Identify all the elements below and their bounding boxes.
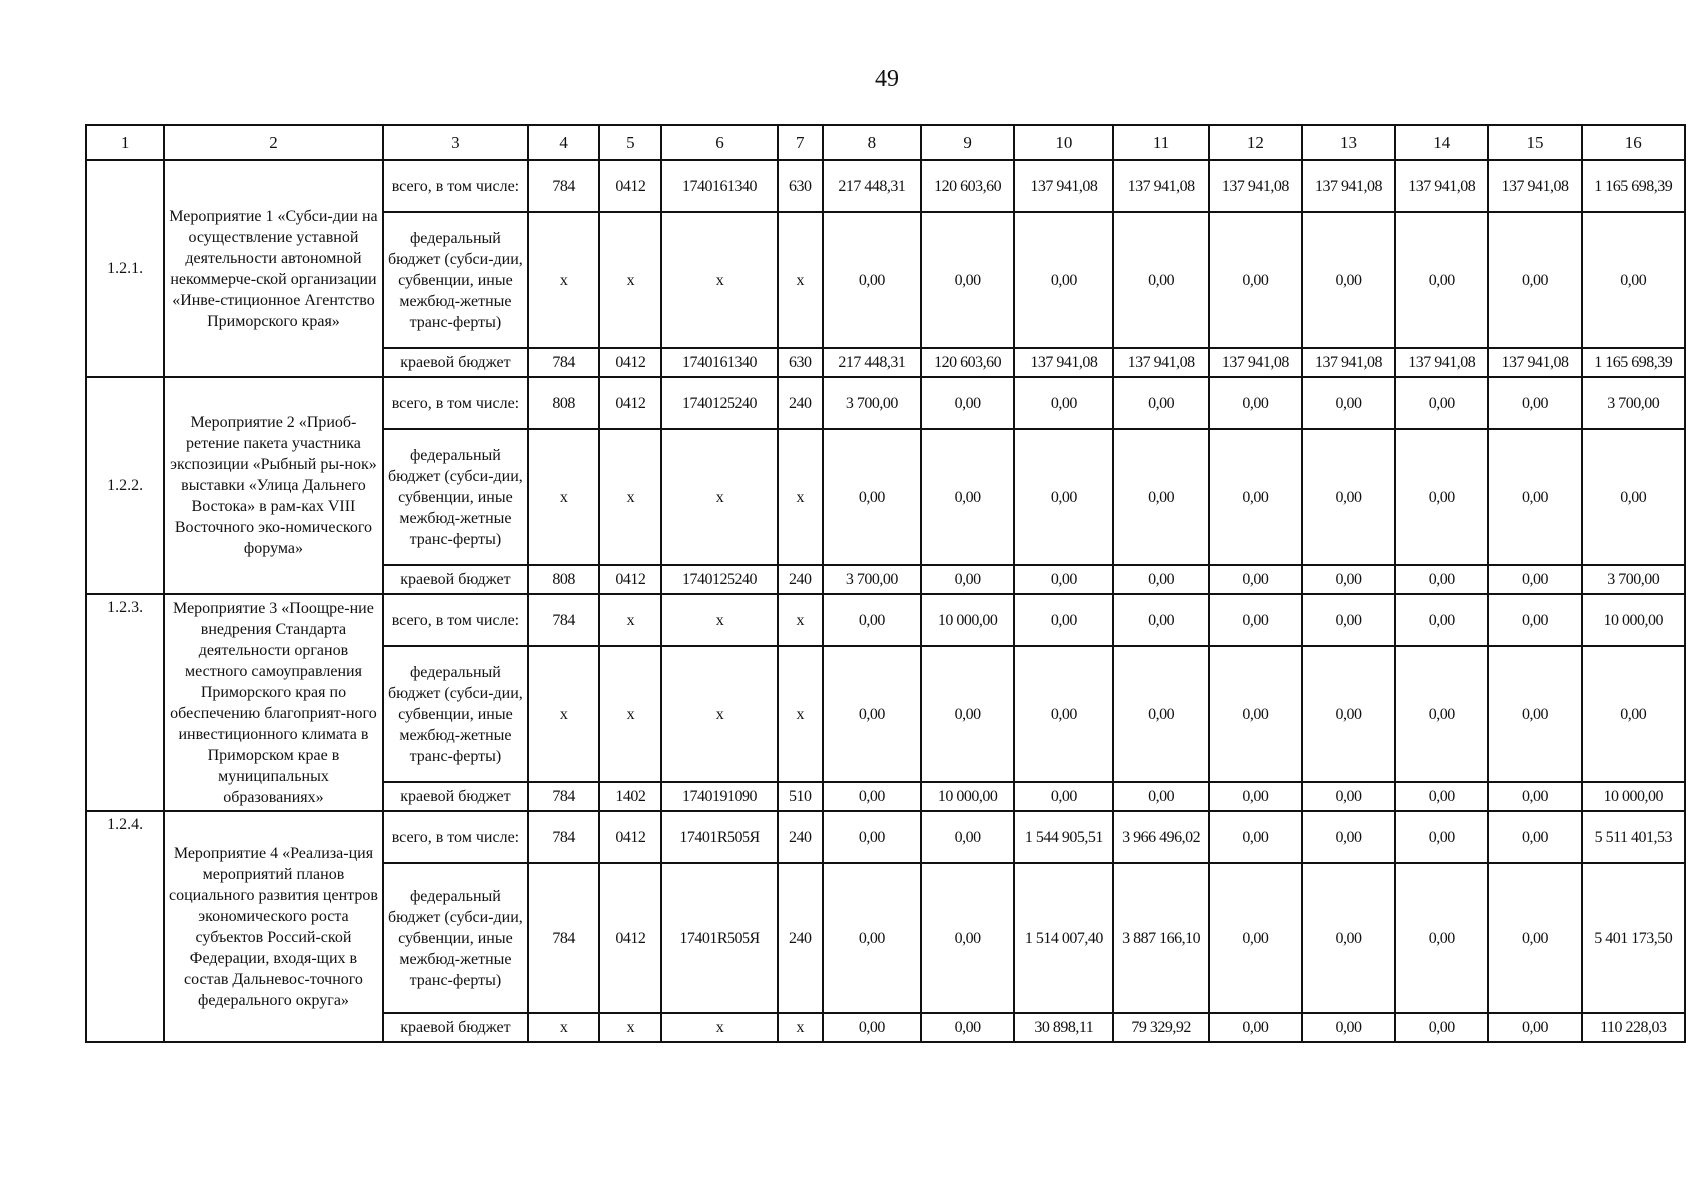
funding-source: краевой бюджет (383, 565, 528, 594)
value-cell-c11: 79 329,92 (1113, 1013, 1208, 1042)
value-cell-c4: 784 (528, 594, 599, 646)
value-cell-c5: 1402 (599, 782, 661, 811)
value-cell-c14: 0,00 (1395, 212, 1488, 348)
value-cell-c13: 0,00 (1302, 429, 1395, 565)
value-cell-c12: 137 941,08 (1209, 160, 1302, 212)
value-cell-c11: 0,00 (1113, 377, 1208, 429)
value-cell-c4: 784 (528, 782, 599, 811)
value-cell-c11: 0,00 (1113, 782, 1208, 811)
value-cell-c16: 1 165 698,39 (1582, 348, 1685, 377)
value-cell-c12: 0,00 (1209, 646, 1302, 782)
value-cell-c5: х (599, 594, 661, 646)
column-header: 13 (1302, 125, 1395, 160)
value-cell-c8: 0,00 (823, 646, 921, 782)
value-cell-c10: 0,00 (1014, 377, 1113, 429)
measure-index: 1.2.1. (86, 160, 164, 377)
value-cell-c10: 0,00 (1014, 565, 1113, 594)
value-cell-c4: 784 (528, 811, 599, 863)
funding-source: всего, в том числе: (383, 594, 528, 646)
value-cell-c8: 217 448,31 (823, 348, 921, 377)
funding-source: краевой бюджет (383, 348, 528, 377)
value-cell-c12: 0,00 (1209, 1013, 1302, 1042)
value-cell-c6: х (661, 429, 777, 565)
value-cell-c11: 137 941,08 (1113, 348, 1208, 377)
value-cell-c7: 240 (778, 863, 823, 1013)
value-cell-c15: 0,00 (1488, 646, 1581, 782)
value-cell-c9: 10 000,00 (921, 594, 1014, 646)
value-cell-c5: 0412 (599, 160, 661, 212)
value-cell-c10: 1 544 905,51 (1014, 811, 1113, 863)
measure-index: 1.2.2. (86, 377, 164, 594)
value-cell-c4: 808 (528, 565, 599, 594)
value-cell-c12: 0,00 (1209, 594, 1302, 646)
value-cell-c16: 0,00 (1582, 646, 1685, 782)
value-cell-c11: 137 941,08 (1113, 160, 1208, 212)
value-cell-c13: 0,00 (1302, 646, 1395, 782)
value-cell-c15: 0,00 (1488, 782, 1581, 811)
value-cell-c15: 137 941,08 (1488, 348, 1581, 377)
column-header: 12 (1209, 125, 1302, 160)
funding-source: всего, в том числе: (383, 160, 528, 212)
column-header: 2 (164, 125, 383, 160)
value-cell-c6: 17401R505Я (661, 863, 777, 1013)
value-cell-c14: 0,00 (1395, 811, 1488, 863)
value-cell-c11: 0,00 (1113, 212, 1208, 348)
measure-name: Мероприятие 3 «Поощре-ние внедрения Стандарта деятельности органов местного самоуправления Приморского края по обеспечению благоприят-ного инвестиционного климата в Приморском крае в муниципальных образованиях» (164, 594, 383, 811)
value-cell-c5: 0412 (599, 348, 661, 377)
value-cell-c5: х (599, 646, 661, 782)
value-cell-c8: 0,00 (823, 782, 921, 811)
value-cell-c12: 0,00 (1209, 782, 1302, 811)
value-cell-c6: х (661, 212, 777, 348)
column-header: 4 (528, 125, 599, 160)
value-cell-c8: 217 448,31 (823, 160, 921, 212)
column-header: 1 (86, 125, 164, 160)
value-cell-c8: 0,00 (823, 212, 921, 348)
value-cell-c14: 0,00 (1395, 646, 1488, 782)
value-cell-c5: 0412 (599, 377, 661, 429)
value-cell-c12: 0,00 (1209, 811, 1302, 863)
value-cell-c12: 137 941,08 (1209, 348, 1302, 377)
value-cell-c6: 1740125240 (661, 377, 777, 429)
value-cell-c6: 1740161340 (661, 348, 777, 377)
value-cell-c7: х (778, 594, 823, 646)
value-cell-c16: 0,00 (1582, 212, 1685, 348)
value-cell-c11: 0,00 (1113, 594, 1208, 646)
value-cell-c12: 0,00 (1209, 565, 1302, 594)
value-cell-c14: 0,00 (1395, 429, 1488, 565)
value-cell-c16: 3 700,00 (1582, 565, 1685, 594)
value-cell-c14: 0,00 (1395, 863, 1488, 1013)
value-cell-c7: 630 (778, 348, 823, 377)
value-cell-c5: 0412 (599, 863, 661, 1013)
value-cell-c7: 510 (778, 782, 823, 811)
column-header: 8 (823, 125, 921, 160)
table-row (86, 594, 1685, 646)
value-cell-c15: 0,00 (1488, 212, 1581, 348)
value-cell-c9: 0,00 (921, 377, 1014, 429)
value-cell-c13: 0,00 (1302, 782, 1395, 811)
value-cell-c7: х (778, 1013, 823, 1042)
value-cell-c4: х (528, 1013, 599, 1042)
column-header: 5 (599, 125, 661, 160)
funding-source: краевой бюджет (383, 1013, 528, 1042)
column-header: 15 (1488, 125, 1581, 160)
value-cell-c16: 0,00 (1582, 429, 1685, 565)
value-cell-c14: 137 941,08 (1395, 160, 1488, 212)
funding-source: федеральный бюджет (субси-дии, субвенции, иные межбюд-жетные транс-ферты) (383, 646, 528, 782)
value-cell-c15: 0,00 (1488, 565, 1581, 594)
value-cell-c9: 0,00 (921, 565, 1014, 594)
column-header: 10 (1014, 125, 1113, 160)
measure-name: Мероприятие 1 «Субси-дии на осуществление уставной деятельности автономной некоммерче-ской организации «Инве-стиционное Агентство Приморского края» (164, 160, 383, 377)
value-cell-c8: 0,00 (823, 811, 921, 863)
value-cell-c16: 5 401 173,50 (1582, 863, 1685, 1013)
page-number: 49 (875, 66, 899, 92)
column-header: 7 (778, 125, 823, 160)
value-cell-c10: 0,00 (1014, 212, 1113, 348)
value-cell-c10: 0,00 (1014, 429, 1113, 565)
value-cell-c12: 0,00 (1209, 212, 1302, 348)
value-cell-c11: 0,00 (1113, 565, 1208, 594)
column-header: 16 (1582, 125, 1685, 160)
value-cell-c10: 137 941,08 (1014, 160, 1113, 212)
value-cell-c6: 1740161340 (661, 160, 777, 212)
value-cell-c8: 0,00 (823, 594, 921, 646)
value-cell-c6: х (661, 594, 777, 646)
value-cell-c4: 784 (528, 348, 599, 377)
value-cell-c6: х (661, 646, 777, 782)
value-cell-c5: х (599, 429, 661, 565)
value-cell-c13: 137 941,08 (1302, 348, 1395, 377)
value-cell-c6: 17401R505Я (661, 811, 777, 863)
value-cell-c7: 630 (778, 160, 823, 212)
value-cell-c11: 0,00 (1113, 429, 1208, 565)
value-cell-c15: 0,00 (1488, 429, 1581, 565)
funding-source: всего, в том числе: (383, 377, 528, 429)
value-cell-c9: 0,00 (921, 429, 1014, 565)
column-header: 9 (921, 125, 1014, 160)
value-cell-c9: 0,00 (921, 863, 1014, 1013)
value-cell-c4: 784 (528, 160, 599, 212)
table-row (86, 377, 1685, 429)
value-cell-c7: 240 (778, 377, 823, 429)
value-cell-c11: 0,00 (1113, 646, 1208, 782)
value-cell-c13: 0,00 (1302, 212, 1395, 348)
value-cell-c6: 1740125240 (661, 565, 777, 594)
value-cell-c8: 3 700,00 (823, 565, 921, 594)
value-cell-c15: 0,00 (1488, 811, 1581, 863)
value-cell-c15: 0,00 (1488, 377, 1581, 429)
value-cell-c9: 0,00 (921, 1013, 1014, 1042)
value-cell-c9: 120 603,60 (921, 160, 1014, 212)
value-cell-c13: 0,00 (1302, 565, 1395, 594)
value-cell-c7: х (778, 646, 823, 782)
table-row (86, 160, 1685, 212)
value-cell-c14: 0,00 (1395, 1013, 1488, 1042)
value-cell-c6: х (661, 1013, 777, 1042)
value-cell-c5: 0412 (599, 811, 661, 863)
value-cell-c16: 10 000,00 (1582, 594, 1685, 646)
value-cell-c15: 0,00 (1488, 1013, 1581, 1042)
value-cell-c10: 0,00 (1014, 594, 1113, 646)
funding-source: федеральный бюджет (субси-дии, субвенции, иные межбюд-жетные транс-ферты) (383, 863, 528, 1013)
value-cell-c8: 0,00 (823, 863, 921, 1013)
value-cell-c16: 10 000,00 (1582, 782, 1685, 811)
value-cell-c13: 0,00 (1302, 377, 1395, 429)
value-cell-c5: 0412 (599, 565, 661, 594)
value-cell-c14: 0,00 (1395, 594, 1488, 646)
value-cell-c4: 808 (528, 377, 599, 429)
value-cell-c4: х (528, 646, 599, 782)
value-cell-c4: х (528, 429, 599, 565)
value-cell-c8: 3 700,00 (823, 377, 921, 429)
measure-index: 1.2.3. (86, 594, 164, 811)
value-cell-c8: 0,00 (823, 1013, 921, 1042)
measure-name: Мероприятие 4 «Реализа-ция мероприятий планов социального развития центров экономического роста субъектов Россий-ской Федерации, входя-щих в состав Дальневос-точного федерального округа» (164, 811, 383, 1042)
value-cell-c12: 0,00 (1209, 429, 1302, 565)
value-cell-c15: 0,00 (1488, 594, 1581, 646)
value-cell-c4: 784 (528, 863, 599, 1013)
value-cell-c13: 0,00 (1302, 811, 1395, 863)
value-cell-c16: 110 228,03 (1582, 1013, 1685, 1042)
column-header-row (86, 125, 1685, 160)
budget-table (85, 124, 1686, 1043)
value-cell-c14: 0,00 (1395, 565, 1488, 594)
value-cell-c13: 137 941,08 (1302, 160, 1395, 212)
value-cell-c9: 0,00 (921, 811, 1014, 863)
value-cell-c15: 0,00 (1488, 863, 1581, 1013)
value-cell-c7: х (778, 429, 823, 565)
value-cell-c9: 10 000,00 (921, 782, 1014, 811)
value-cell-c16: 5 511 401,53 (1582, 811, 1685, 863)
column-header: 3 (383, 125, 528, 160)
value-cell-c5: х (599, 212, 661, 348)
value-cell-c10: 0,00 (1014, 782, 1113, 811)
value-cell-c8: 0,00 (823, 429, 921, 565)
funding-source: краевой бюджет (383, 782, 528, 811)
value-cell-c13: 0,00 (1302, 1013, 1395, 1042)
value-cell-c9: 120 603,60 (921, 348, 1014, 377)
value-cell-c5: х (599, 1013, 661, 1042)
value-cell-c11: 3 887 166,10 (1113, 863, 1208, 1013)
measure-name: Мероприятие 2 «Приоб-ретение пакета участника экспозиции «Рыбный ры-нок» выставки «Улица Дальнего Востока» в рам-ках VIII Восточного эко-номического форума» (164, 377, 383, 594)
value-cell-c12: 0,00 (1209, 863, 1302, 1013)
value-cell-c12: 0,00 (1209, 377, 1302, 429)
table-row (86, 811, 1685, 863)
value-cell-c16: 3 700,00 (1582, 377, 1685, 429)
column-header: 11 (1113, 125, 1208, 160)
funding-source: федеральный бюджет (субси-дии, субвенции, иные межбюд-жетные транс-ферты) (383, 212, 528, 348)
value-cell-c10: 1 514 007,40 (1014, 863, 1113, 1013)
column-header: 14 (1395, 125, 1488, 160)
value-cell-c7: 240 (778, 565, 823, 594)
measure-index: 1.2.4. (86, 811, 164, 1042)
value-cell-c4: х (528, 212, 599, 348)
value-cell-c14: 137 941,08 (1395, 348, 1488, 377)
value-cell-c13: 0,00 (1302, 594, 1395, 646)
value-cell-c14: 0,00 (1395, 782, 1488, 811)
value-cell-c14: 0,00 (1395, 377, 1488, 429)
value-cell-c16: 1 165 698,39 (1582, 160, 1685, 212)
value-cell-c9: 0,00 (921, 212, 1014, 348)
column-header: 6 (661, 125, 777, 160)
value-cell-c15: 137 941,08 (1488, 160, 1581, 212)
value-cell-c6: 1740191090 (661, 782, 777, 811)
value-cell-c13: 0,00 (1302, 863, 1395, 1013)
funding-source: федеральный бюджет (субси-дии, субвенции, иные межбюд-жетные транс-ферты) (383, 429, 528, 565)
value-cell-c10: 30 898,11 (1014, 1013, 1113, 1042)
value-cell-c11: 3 966 496,02 (1113, 811, 1208, 863)
value-cell-c10: 137 941,08 (1014, 348, 1113, 377)
value-cell-c10: 0,00 (1014, 646, 1113, 782)
funding-source: всего, в том числе: (383, 811, 528, 863)
value-cell-c9: 0,00 (921, 646, 1014, 782)
value-cell-c7: 240 (778, 811, 823, 863)
value-cell-c7: х (778, 212, 823, 348)
